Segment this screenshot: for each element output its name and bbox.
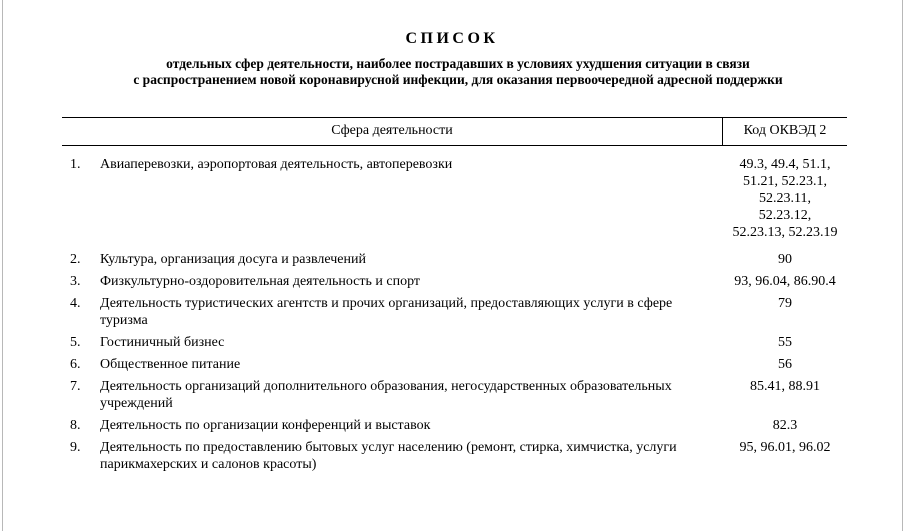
- row-okved-code: 85.41, 88.91: [750, 379, 820, 394]
- table-row: [0, 417, 904, 434]
- row-activity: Деятельность туристических агентств и прочих организаций, предоставляющих услуги в сфере туризма: [100, 296, 673, 328]
- row-okved-code: 49.3, 49.4, 51.1, 51.21, 52.23.1, 52.23.11, 52.23.12, 52.23.13, 52.23.19: [732, 157, 838, 240]
- row-activity: Деятельность организаций дополнительного образования, негосударственных образовательных учреждений: [100, 379, 672, 411]
- row-okved-code: 82.3: [772, 418, 798, 433]
- table-row: [0, 356, 904, 373]
- table-top-rule: [62, 117, 847, 118]
- table-row: [0, 295, 904, 329]
- table-row: [0, 273, 904, 290]
- row-number: 6.: [70, 357, 81, 372]
- row-number: 3.: [70, 274, 81, 289]
- document-subtitle-line-1: отдельных сфер деятельности, наиболее пострадавших в условиях ухудшения ситуации в связи: [166, 56, 750, 71]
- row-okved-code: 55: [778, 335, 792, 350]
- table-row: [0, 156, 904, 240]
- row-okved-code: 56: [778, 357, 792, 372]
- row-activity: Деятельность по организации конференций и выставок: [100, 418, 431, 433]
- row-okved-code: 95, 96.01, 96.02: [739, 440, 831, 455]
- row-number: 7.: [70, 379, 81, 394]
- row-activity: Гостиничный бизнес: [100, 335, 225, 350]
- row-okved-code: 93, 96.04, 86.90.4: [734, 274, 836, 289]
- document-subtitle-line-2: с распространением новой коронавирусной инфекции, для оказания первоочередной адресной поддержки: [133, 72, 783, 87]
- row-okved-code: 79: [778, 296, 792, 311]
- row-okved-code: 90: [778, 252, 792, 267]
- header-okved-code: Код ОКВЭД 2: [743, 123, 827, 138]
- table-row: [0, 378, 904, 412]
- table-header-rule: [62, 145, 847, 146]
- row-activity: Культура, организация досуга и развлечений: [100, 252, 366, 267]
- header-activity: Сфера деятельности: [331, 123, 453, 138]
- row-number: 5.: [70, 335, 81, 350]
- row-activity: Авиаперевозки, аэропортовая деятельность, автоперевозки: [100, 157, 453, 172]
- row-activity: Деятельность по предоставлению бытовых услуг населению (ремонт, стирка, химчистка, услуги парикмахерских и салонов красоты): [100, 440, 677, 472]
- table-body: [0, 156, 904, 478]
- row-number: 4.: [70, 296, 81, 311]
- table-row: [0, 251, 904, 268]
- row-activity: Физкультурно-оздоровительная деятельность и спорт: [100, 274, 421, 289]
- row-activity: Общественное питание: [100, 357, 241, 372]
- document-title: СПИСОК: [405, 30, 499, 47]
- row-number: 2.: [70, 252, 81, 267]
- row-number: 9.: [70, 440, 81, 455]
- row-number: 1.: [70, 157, 81, 172]
- row-number: 8.: [70, 418, 81, 433]
- table-row: [0, 439, 904, 473]
- table-row: [0, 334, 904, 351]
